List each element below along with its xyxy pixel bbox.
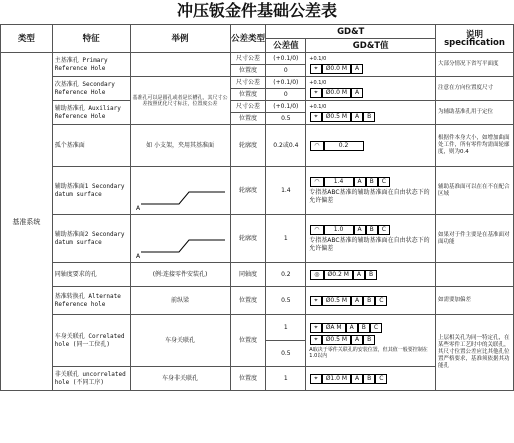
- datum-ref: A: [351, 374, 363, 384]
- datum-ref: A: [354, 225, 366, 235]
- gdt-value: Ø0.2 M: [324, 270, 353, 280]
- gdt-note: 专指基ABC基准的辅助基准面在自由状态下的允许偏差: [309, 236, 430, 252]
- datum-ref: B: [358, 323, 370, 333]
- gdt-note: 专指基ABC基准的辅助基准面在自由状态下的允许偏差: [309, 188, 430, 204]
- gdt-top-text: +0.1/0: [309, 79, 327, 86]
- tol-type: 轮廓度: [230, 215, 266, 263]
- header-gdt: GD&T: [266, 25, 436, 39]
- gdt-frame: [306, 101, 436, 125]
- gdt-frame: [306, 167, 436, 215]
- position-icon: ⌖: [310, 374, 321, 384]
- gdt-top-text: +0.1/0: [309, 55, 327, 62]
- spec-text: 如果对于件主要是在基准面对面功能: [436, 215, 514, 263]
- example-text: 车身关联孔: [130, 315, 230, 367]
- example-text: 前纵梁: [130, 287, 230, 315]
- gdt-value: ØA M: [322, 323, 346, 333]
- header-tol-type: 公差类型: [230, 25, 266, 53]
- datum-ref: B: [366, 225, 378, 235]
- spec-text: 为辅助基准孔用于定位: [436, 101, 514, 125]
- tol-value: 0.5: [266, 287, 306, 315]
- header-gdt-value: GD&T值: [306, 39, 436, 53]
- tol-type: 位置度: [230, 367, 266, 391]
- datum-ref: C: [378, 225, 390, 235]
- header-example: 举例: [130, 25, 230, 53]
- gdt-value: 1.4: [324, 177, 354, 187]
- gdt-value: Ø0.0 M: [322, 88, 351, 98]
- example-empty: [130, 53, 230, 77]
- position-icon: ⌖: [310, 64, 321, 74]
- gdt-value: 0.2: [324, 141, 364, 151]
- example-diagram: [130, 167, 230, 215]
- feature-correlated-hole: 车身关联孔 Correlated hole (同一工位孔): [52, 315, 130, 367]
- tol-type: 尺寸公差: [230, 53, 266, 65]
- datum-ref: A: [354, 177, 366, 187]
- tol-value: (+0.1/0): [266, 53, 306, 65]
- feature-secondary-surface-1: 辅助基准面1 Secondary datum surface: [52, 167, 130, 215]
- header-feature: 特征: [52, 25, 130, 53]
- gdt-frame: [306, 263, 436, 287]
- tol-value: 0: [266, 89, 306, 101]
- datum-ref: A: [351, 112, 363, 122]
- tol-value: (+0.1/0): [266, 101, 306, 113]
- tol-type: 位置度: [230, 65, 266, 77]
- tol-value: 1: [266, 315, 306, 341]
- surface-diagram: [131, 168, 229, 212]
- gdt-frame: [306, 215, 436, 263]
- datum-ref: B: [363, 112, 375, 122]
- feature-alternate-hole: 基准转换孔 Alternate Reference hole: [52, 287, 130, 315]
- feature-datum-surface: 孤个基准面: [52, 125, 130, 167]
- tol-value: 0.2: [266, 263, 306, 287]
- gdt-frame: [306, 77, 436, 101]
- datum-ref: A: [351, 88, 363, 98]
- datum-ref: C: [375, 374, 387, 384]
- datum-ref: B: [363, 296, 375, 306]
- tol-value: 1: [266, 367, 306, 391]
- datum-ref: B: [363, 335, 375, 345]
- datum-ref: C: [378, 177, 390, 187]
- tol-value: 0.2或0.4: [266, 125, 306, 167]
- example-text: 如 小支架，夹用其基准面: [130, 125, 230, 167]
- gdt-value: Ø0.5 M: [322, 335, 351, 345]
- datum-ref: B: [365, 270, 377, 280]
- spec-text: 根据件本身大小，如增加曲面处工件，所有零件均需面轮廓度，则为0.4: [436, 125, 514, 167]
- feature-primary-hole: 主基准孔 Primary Reference Hole: [52, 53, 130, 77]
- datum-ref: C: [375, 296, 387, 306]
- spec-empty: [436, 263, 514, 287]
- tol-type: 位置度: [230, 315, 266, 367]
- datum-ref: A: [351, 296, 363, 306]
- datum-ref: A: [351, 335, 363, 345]
- tol-type: 尺寸公差: [230, 101, 266, 113]
- svg-text:A: A: [135, 252, 140, 260]
- feature-secondary-hole: 次基准孔 Secondary Reference Hole: [52, 77, 130, 101]
- tol-type: 位置度: [230, 113, 266, 125]
- header-category: 类型: [1, 25, 53, 53]
- spec-text: 注意在方向位置度尺寸: [436, 77, 514, 101]
- tol-type: 位置度: [230, 287, 266, 315]
- profile-surface-icon: ◠: [310, 141, 323, 151]
- tol-value: 0.5: [266, 113, 306, 125]
- tol-type: 轮廓度: [230, 125, 266, 167]
- gdt-frame: [306, 125, 436, 167]
- profile-surface-icon: ◠: [310, 225, 323, 235]
- gdt-frame: [306, 315, 436, 367]
- datum-ref: A: [346, 323, 358, 333]
- tol-type: 轮廓度: [230, 167, 266, 215]
- gdt-top-text: +0.1/0: [309, 103, 327, 110]
- page-title: 冲压钣金件基础公差表: [176, 1, 337, 20]
- feature-coaxial-hole: 同轴度要求的孔: [52, 263, 130, 287]
- tol-type: 尺寸公差: [230, 77, 266, 89]
- position-icon: ⌖: [310, 296, 321, 306]
- position-icon: ⌖: [310, 335, 321, 345]
- tol-type: 同轴度: [230, 263, 266, 287]
- gdt-value: 1.0: [324, 225, 354, 235]
- profile-surface-icon: ◠: [310, 177, 323, 187]
- feature-auxiliary-hole: 辅助基准孔 Auxiliary Reference Hole: [52, 101, 130, 125]
- tol-value: 1.4: [266, 167, 306, 215]
- datum-ref: A: [351, 64, 363, 74]
- gdt-frame: [306, 287, 436, 315]
- gdt-frame: [306, 53, 436, 77]
- tol-value: 0.5: [266, 341, 306, 367]
- datum-ref: A: [353, 270, 365, 280]
- tol-value: (+0.1/0): [266, 77, 306, 89]
- datum-ref: B: [366, 177, 378, 187]
- gdt-value: Ø1.0 M: [322, 374, 351, 384]
- svg-text:A: A: [135, 204, 140, 212]
- spec-text: 大部分情况下省写平面度: [436, 53, 514, 77]
- gdt-value: Ø0.0 M: [322, 64, 351, 74]
- concentricity-icon: ◎: [310, 270, 323, 280]
- spec-text: 上层相关孔为同一特定孔，在某些零件工艺时中的关联孔，其尺寸位置公差应比其他孔位置严格要求，基准须依据其功能孔: [436, 315, 514, 391]
- header-spec: 说明 specification: [436, 25, 514, 53]
- header-tol-value: 公差值: [266, 39, 306, 53]
- feature-secondary-surface-2: 辅助基准面2 Secondary datum surface: [52, 215, 130, 263]
- example-diagram: [130, 215, 230, 263]
- feature-uncorrelated-hole: 非关联孔 uncorrelated hole (不同工序): [52, 367, 130, 391]
- position-icon: ⌖: [310, 88, 321, 98]
- gdt-value: Ø0.5 M: [322, 296, 351, 306]
- datum-ref: B: [363, 374, 375, 384]
- example-text: 车身非关联孔: [130, 367, 230, 391]
- tolerance-table: [0, 24, 514, 391]
- spec-text: 辅助基准面可以在在不在配合区域: [436, 167, 514, 215]
- example-text: (例:连接零件安装孔): [130, 263, 230, 287]
- spec-text: 如需要加偏差: [436, 287, 514, 315]
- group-label: 基准系统: [1, 53, 53, 391]
- example-text: 基准孔可以是圆孔或者是长槽孔，其尺寸公差按照优化尺寸标注，位置度公差: [130, 77, 230, 125]
- gdt-frame: [306, 367, 436, 391]
- tol-value: 0: [266, 65, 306, 77]
- tol-value: 1: [266, 215, 306, 263]
- position-icon: ⌖: [310, 323, 321, 333]
- tol-type: 位置度: [230, 89, 266, 101]
- position-icon: ⌖: [310, 112, 321, 122]
- gdt-note: A取决于零件关联孔的安装位置，但其值一般要控制在1.0以内: [309, 346, 428, 359]
- surface-diagram: [131, 216, 229, 260]
- gdt-value: Ø0.5 M: [322, 112, 351, 122]
- datum-ref: C: [370, 323, 382, 333]
